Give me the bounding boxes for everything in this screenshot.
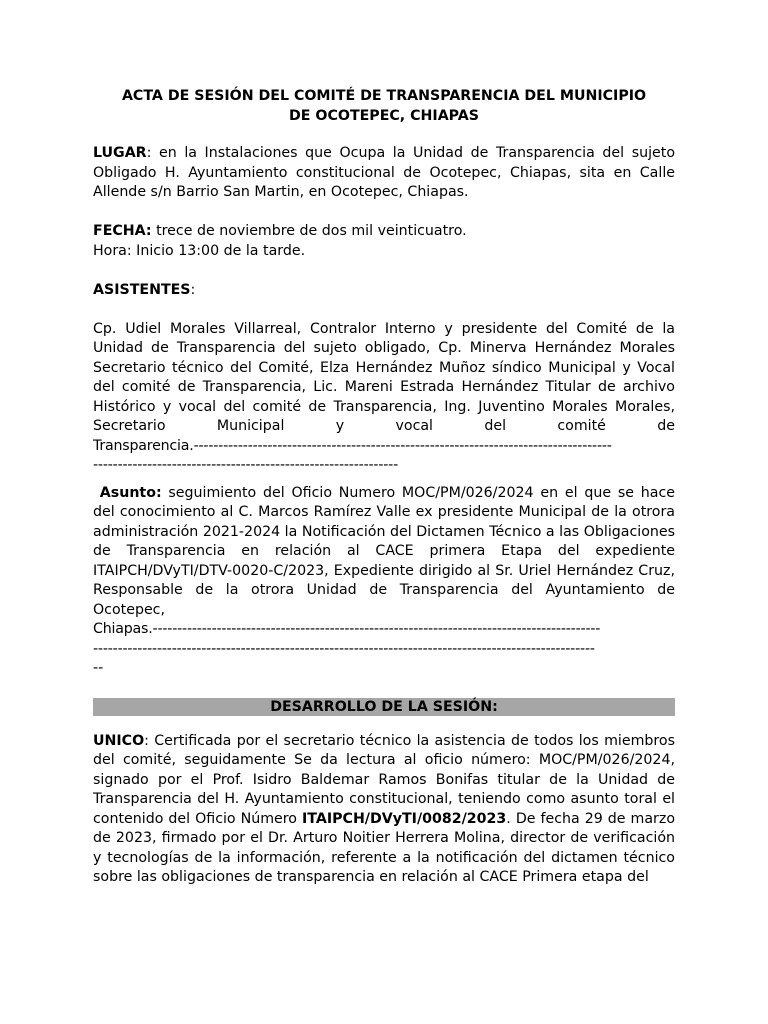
section-heading: DESARROLLO DE LA SESIÓN:	[93, 698, 675, 716]
unico-oficio-number: ITAIPCH/DVyTI/0082/2023	[302, 810, 507, 827]
asistentes-label: ASISTENTES	[93, 281, 191, 298]
title-line-1: ACTA DE SESIÓN DEL COMITÉ DE TRANSPARENCIA DEL MUNICIPIO	[121, 88, 647, 104]
asunto-paragraph	[93, 484, 675, 621]
asistentes-dash-line: --------------------------------------------------------------	[93, 457, 399, 473]
asistentes-tail: Transparencia.-------------------------------------------------------------------------------------	[93, 437, 612, 454]
lugar-label: LUGAR	[93, 145, 147, 161]
asunto-dash-line: ------------------------------------------------------------------------------------------------------	[93, 640, 595, 657]
asistentes-heading	[93, 281, 675, 301]
asistentes-text: Cp. Udiel Morales Villarreal, Contralor Interno y presidente del Comité de la Unidad de Transparencia del sujeto obligado, Cp. Minerva Hernández Morales Secretario técnico del Comité, Elza Hernández Muñoz síndico Municipal y Vocal del comité de Transparencia, Lic. Mareni Estrada Hernández Titular de archivo Histórico y vocal del comité de Transparencia, Ing. Juventino Morales Morales, Secretario Municipal y vocal del comité de	[93, 320, 675, 434]
fecha-paragraph	[93, 222, 675, 242]
title-line-2: DE OCOTEPEC, CHIAPAS	[289, 108, 479, 124]
document-title	[93, 86, 675, 126]
hora-line: Hora: Inicio 13:00 de la tarde.	[93, 242, 306, 259]
asunto-tail: Chiapas.-------------------------------------------------------------------------------------------	[93, 621, 601, 637]
document-body	[93, 86, 675, 888]
fecha-label: FECHA:	[93, 223, 152, 239]
asunto-text: seguimiento del Oficio Numero MOC/PM/026/2024 en el que se hace del conocimiento al C. Marcos Ramírez Valle ex presidente Municipal de la otrora administración 2021-2024 la Notificación del Dictamen Técnico a las Obligaciones de Transparencia en relación al CACE primera Etapa del expediente ITAIPCH/DVyTI/DTV-0020-C/2023, Expediente dirigido al Sr. Uriel Hernández Cruz, Responsable de la otrora Unidad de Transparencia del Ayuntamiento de Ocotepec,	[93, 484, 675, 618]
asunto-label: Asunto:	[99, 484, 162, 501]
lugar-paragraph	[93, 144, 675, 203]
unico-paragraph	[93, 732, 675, 888]
fecha-text: trece de noviembre de dos mil veinticuatro.	[151, 223, 467, 239]
lugar-text: : en la Instalaciones que Ocupa la Unidad de Transparencia del sujeto Obligado H. Ayuntamiento constitucional de Ocotepec, Chiapas, sita en Calle Allende s/n Barrio San Martin, en Ocotepec, Chiapas.	[93, 145, 675, 200]
unico-text: : Certificada por el secretario técnico la asistencia de todos los miembros del comité, seguidamente Se da lectura al oficio número: MOC/PM/026/2024, signado por el Prof. Isidro Baldemar Ramos Bonifas titular de la Unidad de Transparencia del H. Ayuntamiento constitucional, teniendo como asunto toral el contenido del Oficio Número	[93, 732, 675, 827]
unico-text-2: . De fecha 29 de marzo de 2023, firmado por el Dr. Arturo Noitier Herrera Molina, director de verificación y tecnologías de la información, referente a la notificación del dictamen técnico sobre las obligaciones de transparencia en relación al CACE Primera etapa del	[93, 810, 676, 885]
asunto-dash-end: --	[93, 660, 104, 676]
asistentes-colon: :	[190, 281, 196, 298]
unico-label: UNICO	[93, 732, 145, 749]
